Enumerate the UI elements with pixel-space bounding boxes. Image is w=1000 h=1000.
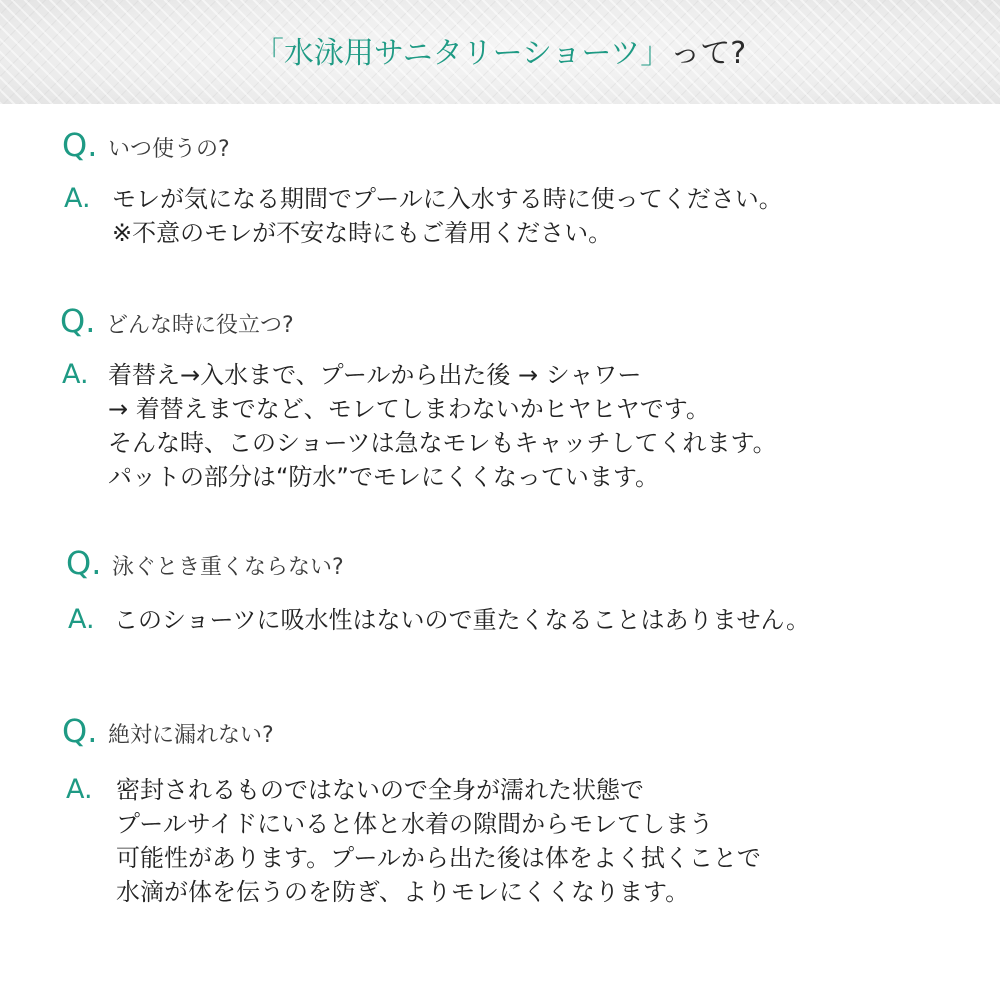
faq-answer-3: [114, 603, 810, 637]
answer-line: モレが気になる期間でプールに入水する時に使ってください。: [112, 185, 783, 213]
answer-line: このショーツに吸水性はないので重たくなることはありません。: [114, 606, 810, 634]
faq-answer-4: [116, 773, 761, 909]
answer-line: 水滴が体を伝うのを防ぎ、よりモレにくくなります。: [116, 878, 690, 906]
answer-marker: A.: [62, 359, 89, 390]
answer-marker: A.: [64, 183, 91, 214]
answer-line: 着替え→入水まで、プールから出た後 → シャワー: [108, 361, 642, 389]
faq-question-3: [66, 545, 344, 586]
question-text: 絶対に漏れない?: [108, 723, 274, 748]
question-text: いつ使うの?: [108, 137, 230, 162]
answer-line: パットの部分は“防水”でモレにくくなっています。: [108, 463, 659, 491]
answer-line: プールサイドにいると体と水着の隙間からモレてしまう: [116, 810, 714, 838]
page-title-suffix: って?: [670, 36, 747, 71]
answer-line: → 着替えまでなど、モレてしまわないかヒヤヒヤです。: [108, 395, 710, 423]
question-text: どんな時に役立つ?: [106, 313, 294, 338]
question-marker: Q.: [62, 126, 98, 164]
answer-marker: A.: [66, 774, 93, 805]
faq-question-1: [62, 127, 230, 168]
page-title: [0, 34, 1000, 74]
answer-marker: A.: [68, 604, 95, 635]
answer-line: 可能性があります。プールから出た後は体をよく拭くことで: [116, 844, 761, 872]
answer-line: 密封されるものではないので全身が濡れた状態で: [116, 776, 644, 804]
answer-line: そんな時、このショーツは急なモレもキャッチしてくれます。: [108, 429, 777, 457]
question-marker: Q.: [62, 712, 98, 750]
faq-question-2: [60, 303, 294, 344]
question-text: 泳ぐとき重くならない?: [112, 555, 344, 580]
faq-question-4: [62, 713, 274, 754]
question-marker: Q.: [60, 302, 96, 340]
page-title-product: 「水泳用サニタリーショーツ」: [253, 36, 671, 71]
faq-answer-2: [108, 358, 777, 494]
faq-answer-1: [112, 182, 783, 250]
question-marker: Q.: [66, 544, 102, 582]
answer-line: ※不意のモレが不安な時にもご着用ください。: [112, 219, 613, 247]
